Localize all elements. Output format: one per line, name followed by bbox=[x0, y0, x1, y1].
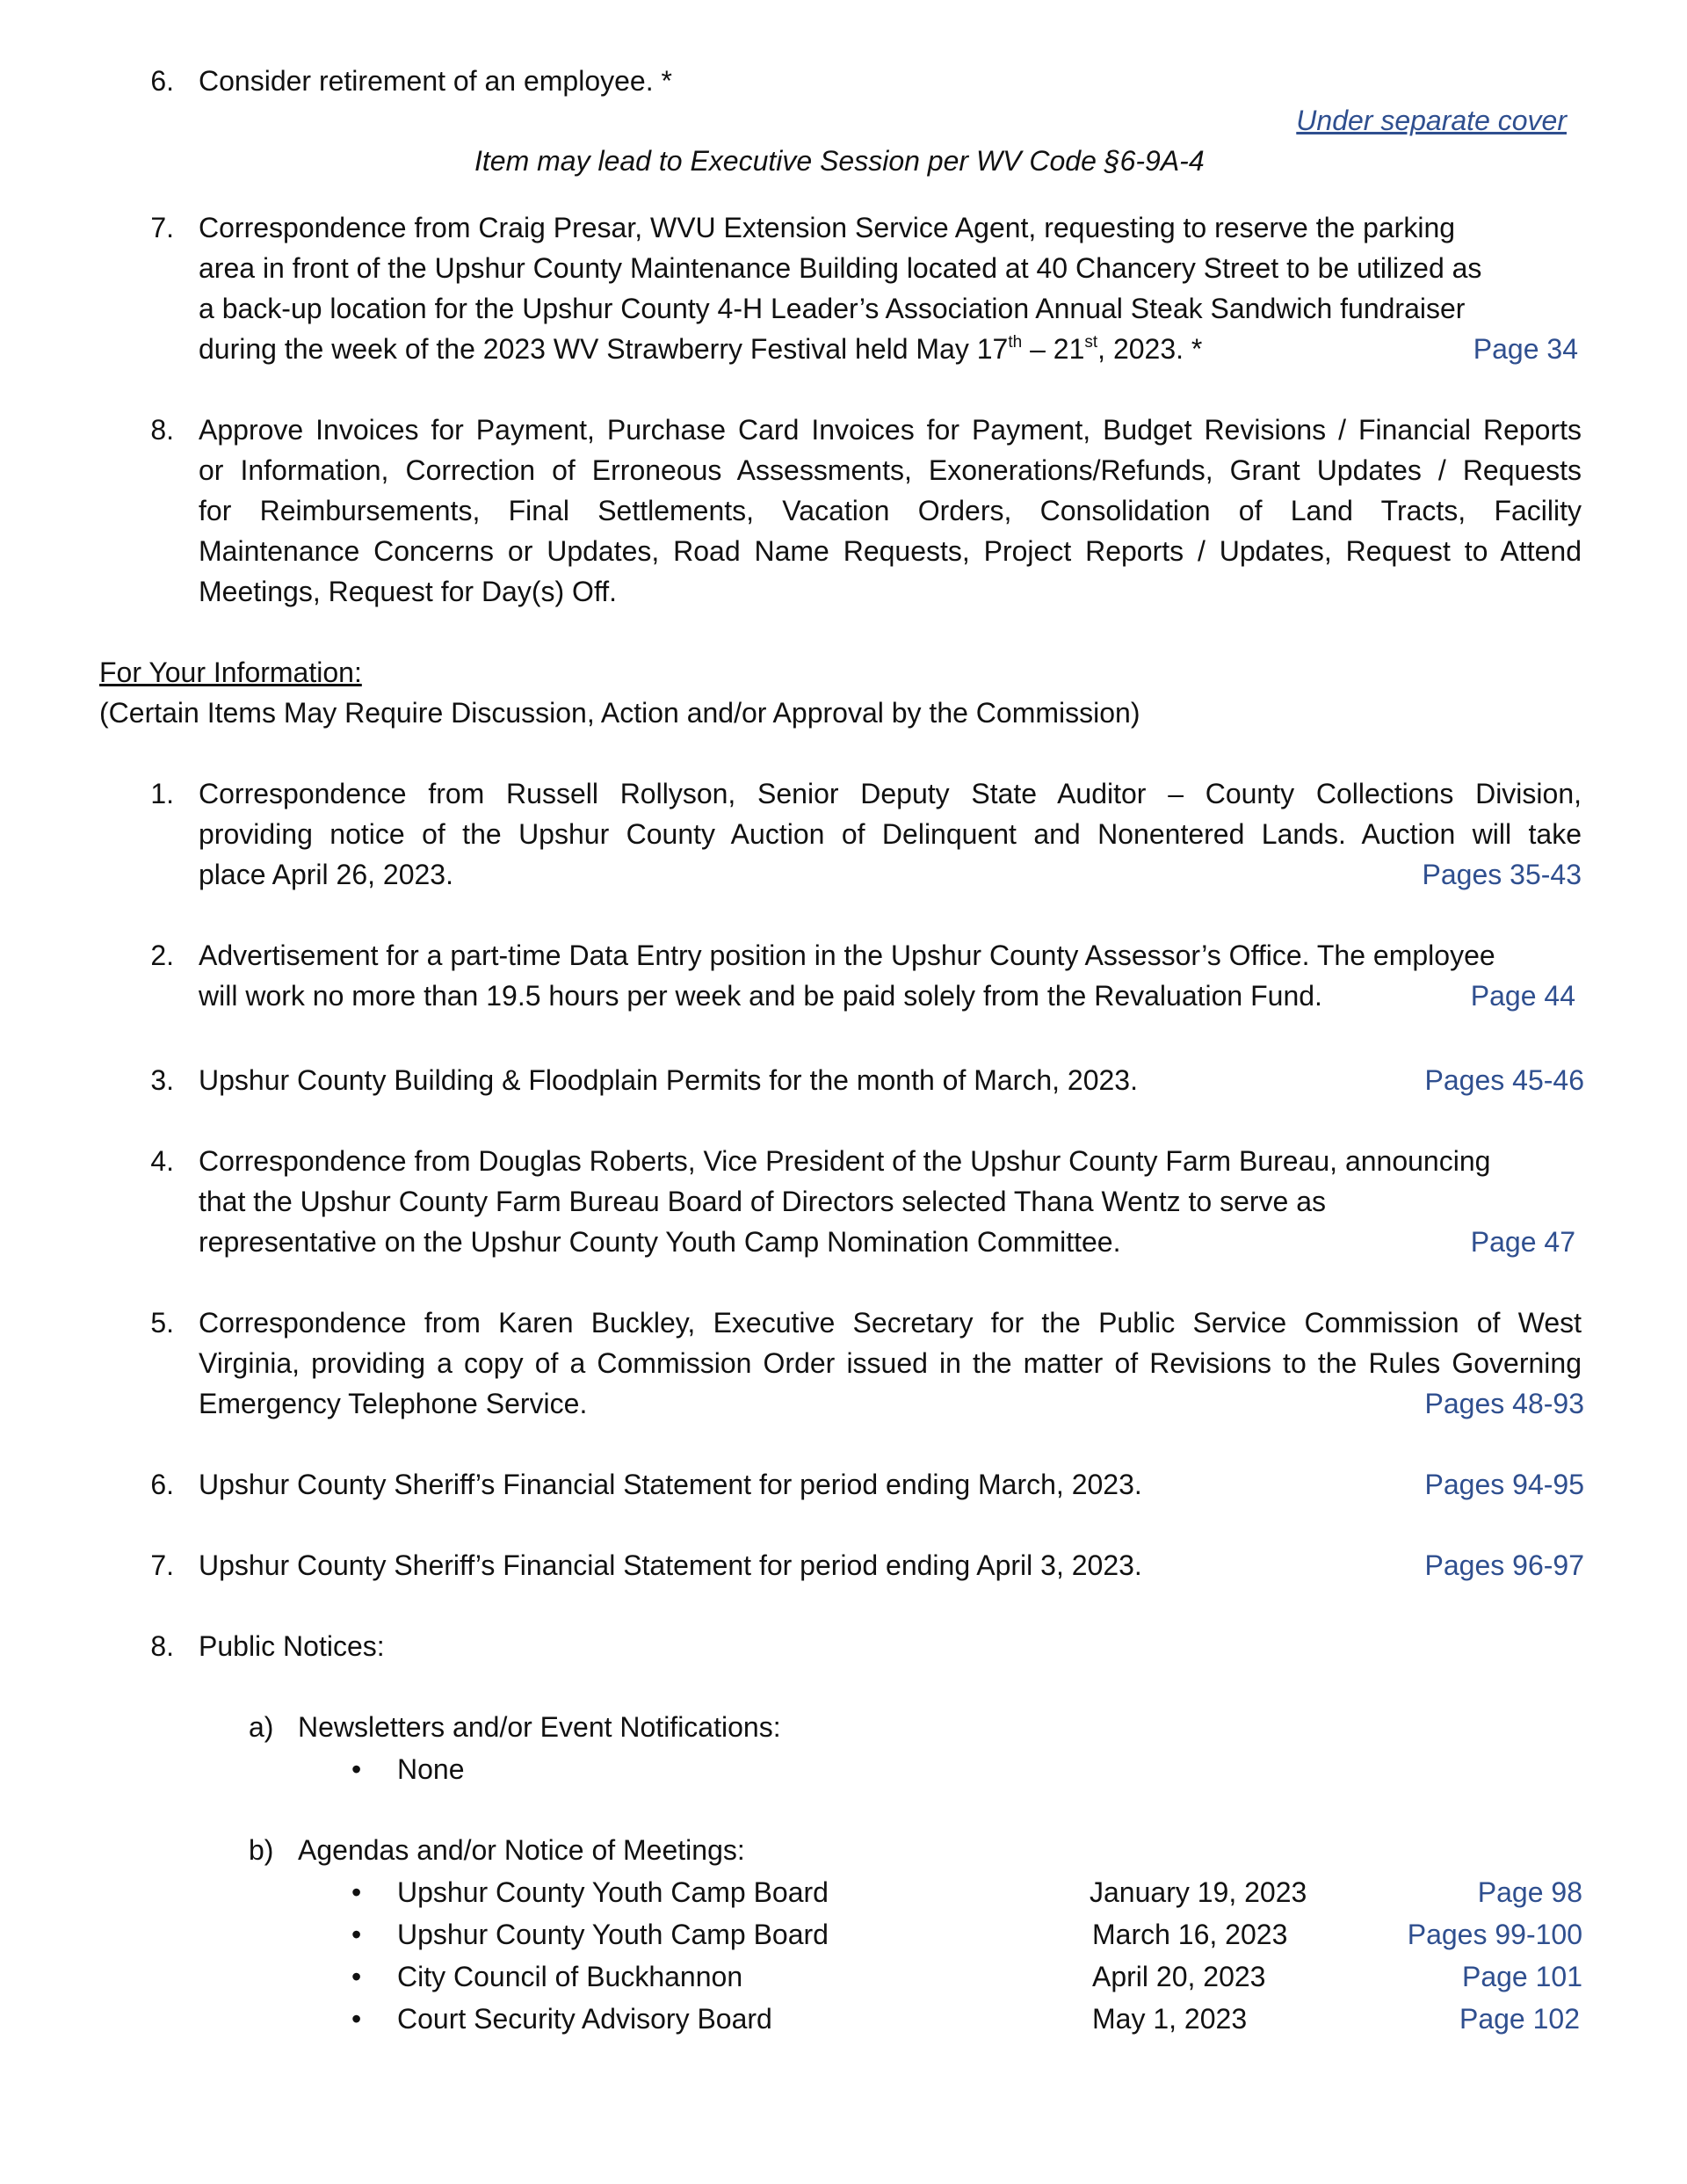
under-separate-cover-link[interactable]: Under separate cover bbox=[1296, 105, 1567, 136]
bullet-icon: • bbox=[351, 1961, 362, 1992]
fyi-5-line-1: Correspondence from Karen Buckley, Executive Secretary for the Public Service Commission of West bbox=[199, 1307, 1582, 1339]
fyi-6-line-1: Upshur County Sheriff’s Financial Statement for period ending March, 2023. bbox=[199, 1469, 1142, 1500]
fyi-4-line-2: that the Upshur County Farm Bureau Board of Directors selected Thana Wentz to serve as bbox=[199, 1186, 1326, 1217]
fyi-2-line-2: will work no more than 19.5 hours per week and be paid solely from the Revaluation Fund. bbox=[199, 980, 1322, 1012]
item-7-line-4-c: , 2023. * bbox=[1097, 333, 1203, 365]
item-7-line-4-a: during the week of the 2023 WV Strawberry Festival held May 17 bbox=[199, 333, 1009, 365]
meeting-1-name: Upshur County Youth Camp Board bbox=[397, 1876, 829, 1908]
fyi-6-page-ref[interactable]: Pages 94-95 bbox=[1424, 1469, 1584, 1500]
item-8-line-5: Meetings, Request for Day(s) Off. bbox=[199, 576, 618, 607]
notice-b-label: b) bbox=[249, 1834, 274, 1866]
item-6-note: Item may lead to Executive Session per WV Code §6-9A-4 bbox=[474, 145, 1205, 177]
item-8-number: 8. bbox=[150, 414, 174, 446]
fyi-3-line-1: Upshur County Building & Floodplain Permits for the month of March, 2023. bbox=[199, 1064, 1138, 1096]
meeting-2-date: March 16, 2023 bbox=[1092, 1919, 1288, 1950]
meeting-3-date: April 20, 2023 bbox=[1092, 1961, 1266, 1992]
fyi-1-line-1: Correspondence from Russell Rollyson, Senior Deputy State Auditor – County Collections Division, bbox=[199, 778, 1582, 809]
item-7-sup-th: th bbox=[1008, 333, 1023, 352]
fyi-2-number: 2. bbox=[150, 940, 174, 971]
meeting-4-name: Court Security Advisory Board bbox=[397, 2003, 772, 2035]
fyi-4-line-3: representative on the Upshur County Youth Camp Nomination Committee. bbox=[199, 1226, 1121, 1258]
fyi-2-line-1: Advertisement for a part-time Data Entry position in the Upshur County Assessor’s Office. The employee bbox=[199, 940, 1495, 971]
meeting-4-date: May 1, 2023 bbox=[1092, 2003, 1248, 2035]
fyi-4-line-1: Correspondence from Douglas Roberts, Vice President of the Upshur County Farm Bureau, announcing bbox=[199, 1145, 1491, 1177]
fyi-5-number: 5. bbox=[150, 1307, 174, 1339]
notice-a-text: Newsletters and/or Event Notifications: bbox=[298, 1711, 781, 1743]
fyi-1-number: 1. bbox=[150, 778, 174, 809]
fyi-6-number: 6. bbox=[150, 1469, 174, 1500]
bullet-icon: • bbox=[351, 1919, 362, 1950]
item-7-page-ref[interactable]: Page 34 bbox=[1473, 333, 1578, 365]
meeting-4-page-ref[interactable]: Page 102 bbox=[1459, 2003, 1580, 2035]
item-8-line-1: Approve Invoices for Payment, Purchase Card Invoices for Payment, Budget Revisions / Financial Reports bbox=[199, 414, 1582, 446]
item-6-number: 6. bbox=[150, 65, 174, 97]
item-7-number: 7. bbox=[150, 212, 174, 243]
fyi-5-line-3: Emergency Telephone Service. bbox=[199, 1388, 588, 1419]
bullet-icon: • bbox=[351, 1876, 362, 1908]
fyi-7-number: 7. bbox=[150, 1549, 174, 1581]
fyi-1-page-ref[interactable]: Pages 35-43 bbox=[1422, 859, 1582, 890]
fyi-5-page-ref[interactable]: Pages 48-93 bbox=[1424, 1388, 1584, 1419]
fyi-3-number: 3. bbox=[150, 1064, 174, 1096]
meeting-3-page-ref[interactable]: Page 101 bbox=[1461, 1961, 1582, 1992]
meeting-2-page-ref[interactable]: Pages 99-100 bbox=[1407, 1919, 1582, 1950]
item-7-line-4 bbox=[199, 335, 1582, 363]
fyi-heading: For Your Information: bbox=[99, 657, 362, 688]
notice-a-label: a) bbox=[249, 1711, 274, 1743]
item-7-line-3: a back-up location for the Upshur County 4-H Leader’s Association Annual Steak Sandwich fundraiser bbox=[199, 293, 1466, 324]
fyi-8-line-1: Public Notices: bbox=[199, 1630, 385, 1662]
bullet-icon: • bbox=[351, 2003, 362, 2035]
fyi-7-page-ref[interactable]: Pages 96-97 bbox=[1424, 1549, 1584, 1581]
fyi-subheading: (Certain Items May Require Discussion, Action and/or Approval by the Commission) bbox=[99, 697, 1140, 729]
fyi-3-page-ref[interactable]: Pages 45-46 bbox=[1424, 1064, 1584, 1096]
notice-a-bullet-text: None bbox=[397, 1753, 465, 1785]
item-7-line-4-b: – 21 bbox=[1022, 333, 1085, 365]
meeting-1-date: January 19, 2023 bbox=[1090, 1876, 1307, 1908]
fyi-7-line-1: Upshur County Sheriff’s Financial Statement for period ending April 3, 2023. bbox=[199, 1549, 1142, 1581]
meeting-3-name: City Council of Buckhannon bbox=[397, 1961, 743, 1992]
bullet-icon: • bbox=[351, 1753, 362, 1785]
meeting-1-page-ref[interactable]: Page 98 bbox=[1477, 1876, 1582, 1908]
fyi-1-line-3: place April 26, 2023. bbox=[199, 859, 453, 890]
fyi-8-number: 8. bbox=[150, 1630, 174, 1662]
notice-b-text: Agendas and/or Notice of Meetings: bbox=[298, 1834, 745, 1866]
item-8-line-4: Maintenance Concerns or Updates, Road Name Requests, Project Reports / Updates, Request to Attend bbox=[199, 535, 1582, 567]
item-7-sup-st: st bbox=[1084, 333, 1098, 352]
fyi-4-number: 4. bbox=[150, 1145, 174, 1177]
item-7-line-1: Correspondence from Craig Presar, WVU Extension Service Agent, requesting to reserve the parking bbox=[199, 212, 1456, 243]
fyi-2-page-ref[interactable]: Page 44 bbox=[1470, 980, 1575, 1012]
item-7-line-2: area in front of the Upshur County Maintenance Building located at 40 Chancery Street to be utilized as bbox=[199, 252, 1482, 284]
item-6-text: Consider retirement of an employee. * bbox=[199, 65, 672, 97]
meeting-2-name: Upshur County Youth Camp Board bbox=[397, 1919, 829, 1950]
fyi-5-line-2: Virginia, providing a copy of a Commission Order issued in the matter of Revisions to the Rules Governing bbox=[199, 1347, 1582, 1379]
fyi-1-line-2: providing notice of the Upshur County Auction of Delinquent and Nonentered Lands. Auction will take bbox=[199, 818, 1582, 850]
item-8-line-3: for Reimbursements, Final Settlements, Vacation Orders, Consolidation of Land Tracts, Facility bbox=[199, 495, 1582, 526]
item-8-line-2: or Information, Correction of Erroneous Assessments, Exonerations/Refunds, Grant Updates / Requests bbox=[199, 454, 1582, 486]
fyi-4-page-ref[interactable]: Page 47 bbox=[1470, 1226, 1575, 1258]
